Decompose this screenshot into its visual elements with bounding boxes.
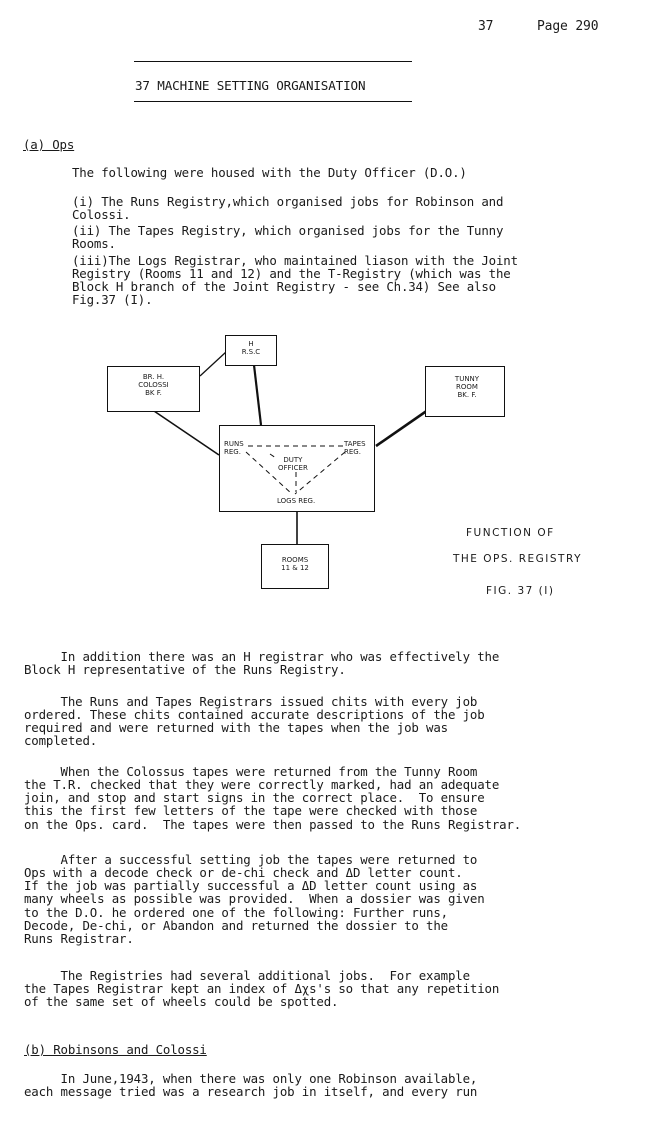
section-b-text: In June,1943, when there was only one Robinson available, each message tried was a research job in itself, and every run — [24, 1071, 478, 1100]
page-title: 37 MACHINE SETTING ORGANISATION — [135, 78, 366, 93]
connector-tunny-center — [376, 410, 428, 446]
paragraph-colossus-tapes: When the Colossus tapes were returned from the Tunny Room the T.R. checked that they were correctly marked, had an adequate join, and stop and start signs in the correct place. To ensure this the first few letters of the tape were checked with those on the Ops. card. The tapes were then passed to the Runs Registrar. — [24, 764, 522, 832]
box-rooms — [261, 544, 329, 589]
connector-h-center — [254, 365, 261, 425]
center-duty-label: DUTY OFFICER — [278, 456, 308, 473]
diagram-caption-line1: FUNCTION OF — [466, 527, 555, 539]
box-colossi-label: BR. H. COLOSSI BK F. — [138, 373, 169, 398]
page-label: Page 290 — [537, 19, 599, 34]
box-h-rsc-label: H R.S.C — [241, 340, 261, 357]
page-number: 37 — [478, 19, 494, 34]
section-a-item-3: (iii)The Logs Registrar, who maintained liason with the Joint Registry (Rooms 11 and 12) and the T-Registry (which was the Block H branch of the Joint Registry - see Ch.34) See also Fig.37 (I). — [72, 253, 518, 308]
section-a-intro: The following were housed with the Duty Officer (D.O.) — [72, 165, 467, 180]
paragraph-chits: The Runs and Tapes Registrars issued chits with every job ordered. These chits contained accurate descriptions of the job required and were returned with the tapes when the job was completed. — [24, 694, 485, 749]
section-a-item-1: (i) The Runs Registry,which organised jobs for Robinson and Colossi. — [72, 194, 504, 223]
box-rooms-label: ROOMS 11 & 12 — [281, 556, 309, 573]
box-colossi — [107, 366, 200, 412]
section-a-heading: (a) Ops — [23, 137, 75, 152]
center-runs-label: RUNS REG. — [224, 440, 244, 457]
diagram-caption-line3: FIG. 37 (I) — [486, 585, 555, 597]
paragraph-h-registrar: In addition there was an H registrar who was effectively the Block H representative of the Runs Registry. — [24, 649, 500, 678]
section-a-item-2: (ii) The Tapes Registry, which organised jobs for the Tunny Rooms. — [72, 223, 504, 252]
paragraph-setting-job: After a successful setting job the tapes were returned to Ops with a decode check or de-chi check and ΔD letter count. If the job was partially successful a ΔD letter count using as many wheels as possible was provided. When a dossier was given to the D.O. he ordered one of the following: Further runs, Decode, De-chi, or Abandon and returned the dossier to the Runs Registrar. — [24, 852, 485, 946]
paragraph-registries: The Registries had several additional jobs. For example the Tapes Registrar kept an index of Δχs's so that any repetition of the same set of wheels could be spotted. — [24, 968, 500, 1010]
connector-colossi-center — [154, 411, 219, 455]
center-tapes-label: TAPES REG. — [344, 440, 366, 457]
box-tunny-room-label: TUNNY ROOM BK. F. — [454, 375, 480, 400]
box-ops-center — [219, 425, 375, 512]
section-b-heading: (b) Robinsons and Colossi — [24, 1042, 207, 1057]
diagram-caption-line2: THE OPS. REGISTRY — [453, 553, 582, 565]
connector-colossi-h — [200, 352, 226, 376]
center-logs-label: LOGS REG. — [277, 497, 316, 505]
box-h-rsc — [225, 335, 277, 366]
box-tunny-room — [425, 366, 505, 417]
